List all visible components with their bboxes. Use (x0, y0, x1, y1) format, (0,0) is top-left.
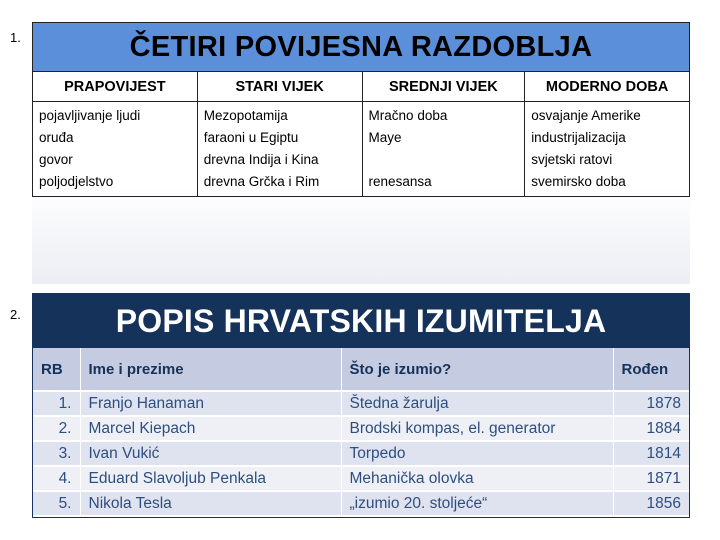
birth-year: 1871 (613, 466, 689, 491)
period-item: Maye (368, 130, 402, 145)
period-item: svemirsko doba (531, 174, 626, 189)
periods-table (32, 22, 690, 197)
row-number: 2. (33, 416, 80, 441)
invention: Brodski kompas, el. generator (341, 416, 613, 441)
table-row (33, 491, 689, 516)
section-number-1: 1. (10, 30, 21, 45)
invention: Torpedo (341, 441, 613, 466)
period-cell-srednji-vijek (362, 102, 525, 197)
period-cell-stari-vijek (197, 102, 362, 197)
birth-year: 1814 (613, 441, 689, 466)
row-number: 1. (33, 391, 80, 416)
period-cell-prapovijest (33, 102, 198, 197)
period-item: faraoni u Egiptu (203, 130, 299, 145)
invention: Mehanička olovka (341, 466, 613, 491)
inventor-name: Nikola Tesla (80, 491, 341, 516)
period-item: poljodjelstvo (39, 174, 114, 189)
column-header-stari-vijek: STARI VIJEK (197, 72, 362, 102)
period-item: industrijalizacija (531, 130, 626, 145)
row-number: 5. (33, 491, 80, 516)
section-number-2: 2. (10, 307, 21, 322)
column-header-srednji-vijek: SREDNJI VIJEK (362, 72, 525, 102)
inventor-name: Ivan Vukić (80, 441, 341, 466)
background-band (32, 188, 690, 284)
birth-year: 1856 (613, 491, 689, 516)
period-item: Mezopotamija (203, 108, 288, 123)
period-item: Mračno doba (368, 108, 448, 123)
period-cell-moderno-doba (525, 102, 690, 197)
row-number: 4. (33, 466, 80, 491)
period-item: pojavljivanje ljudi (39, 108, 141, 123)
period-item: drevna Indija i Kina (203, 152, 319, 167)
inventor-name: Eduard Slavoljub Penkala (80, 466, 341, 491)
column-header-rb: RB (33, 348, 80, 391)
column-header-moderno-doba: MODERNO DOBA (525, 72, 690, 102)
period-item: renesansa (368, 174, 432, 189)
periods-table-title: ČETIRI POVIJESNA RAZDOBLJA (33, 23, 690, 72)
column-header-name: Ime i prezime (80, 348, 341, 391)
column-header-prapovijest: PRAPOVIJEST (33, 72, 198, 102)
table-row (33, 441, 689, 466)
inventor-name: Marcel Kiepach (80, 416, 341, 441)
period-item: svjetski ratovi (531, 152, 613, 167)
birth-year: 1884 (613, 416, 689, 441)
period-item: govor (39, 152, 73, 167)
birth-year: 1878 (613, 391, 689, 416)
period-item: oruđa (39, 130, 74, 145)
invention: „izumio 20. stoljeće“ (341, 491, 613, 516)
period-item: osvajanje Amerike (531, 108, 641, 123)
column-header-born: Rođen (613, 348, 689, 391)
table-row (33, 416, 689, 441)
period-item: drevna Grčka i Rim (203, 174, 320, 189)
row-number: 3. (33, 441, 80, 466)
inventor-name: Franjo Hanaman (80, 391, 341, 416)
inventors-table (33, 294, 689, 517)
table-row (33, 466, 689, 491)
inventors-table-title: POPIS HRVATSKIH IZUMITELJA (33, 294, 689, 348)
table-row (33, 391, 689, 416)
period-item (369, 149, 519, 171)
column-header-invention: Što je izumio? (341, 348, 613, 391)
invention: Štedna žarulja (341, 391, 613, 416)
